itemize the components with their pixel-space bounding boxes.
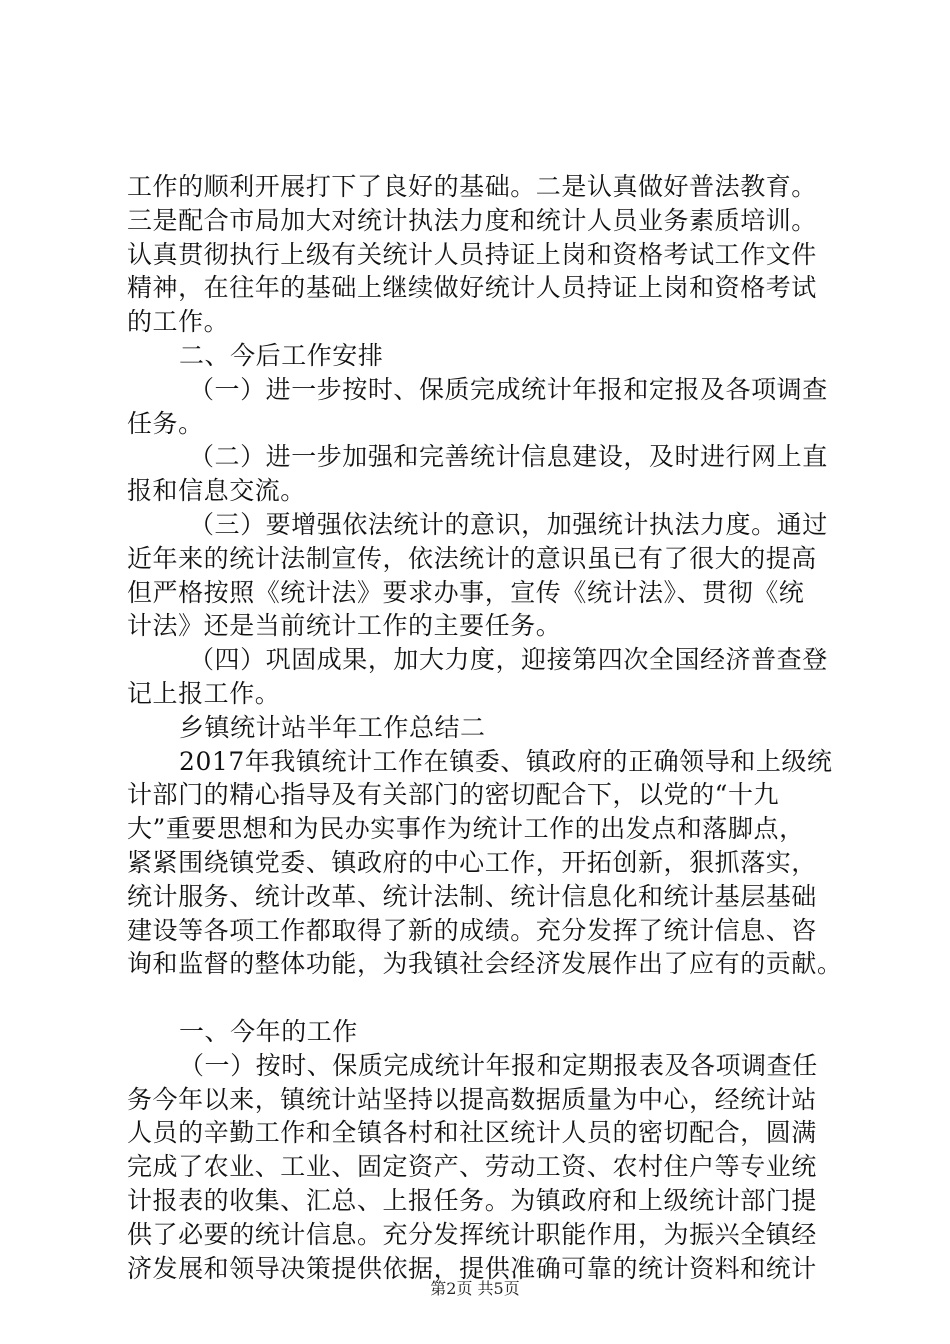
text-line: 报和信息交流。 <box>127 476 306 506</box>
text-line: 任务。 <box>127 408 204 438</box>
text-line: 近年来的统计法制宣传，依法统计的意识虽已有了很大的提高 <box>127 543 817 573</box>
document-subtitle: 乡镇统计站半年工作总结二 <box>179 712 486 742</box>
text-line: 计报表的收集、汇总、上报任务。为镇政府和上级统计部门提 <box>127 1185 817 1215</box>
text-line: 三是配合市局加大对统计执法力度和统计人员业务素质培训。 <box>127 205 817 235</box>
text-line: 精神，在往年的基础上继续做好统计人员持证上岗和资格考试 <box>127 273 817 303</box>
text-line: 2017年我镇统计工作在镇委、镇政府的正确领导和上级统 <box>179 746 833 776</box>
blank-line <box>127 981 857 1015</box>
text-line: 统计服务、统计改革、统计法制、统计信息化和统计基层基础 <box>127 881 817 911</box>
text-line: 计法》还是当前统计工作的主要任务。 <box>127 611 562 641</box>
section-heading: 二、今后工作安排 <box>179 340 384 370</box>
text-line: 记上报工作。 <box>127 678 281 708</box>
text-line: 济发展和领导决策提供依据，提供准确可靠的统计资料和统计 <box>127 1253 817 1283</box>
section-heading: 一、今年的工作 <box>179 1016 358 1046</box>
text-line: （三）要增强依法统计的意识，加强统计执法力度。通过 <box>189 509 828 539</box>
text-line: 紧紧围绕镇党委、镇政府的中心工作，开拓创新，狠抓落实， <box>127 847 817 877</box>
text-line: 完成了农业、工业、固定资产、劳动工资、农村住户等专业统 <box>127 1152 817 1182</box>
text-line: 人员的辛勤工作和全镇各村和社区统计人员的密切配合，圆满 <box>127 1118 817 1148</box>
text-line: 认真贯彻执行上级有关统计人员持证上岗和资格考试工作文件 <box>127 239 817 269</box>
text-line: （二）进一步加强和完善统计信息建设，及时进行网上直 <box>189 442 828 472</box>
text-line: 务今年以来，镇统计站坚持以提高数据质量为中心，经统计站 <box>127 1084 817 1114</box>
text-line: 建设等各项工作都取得了新的成绩。充分发挥了统计信息、咨 <box>127 915 817 945</box>
text-line: 询和监督的整体功能，为我镇社会经济发展作出了应有的贡献。 <box>127 949 843 979</box>
text-line: （一）按时、保质完成统计年报和定期报表及各项调查任 <box>179 1050 818 1080</box>
text-line: 但严格按照《统计法》要求办事，宣传《统计法》、贯彻《统 <box>127 577 805 607</box>
document-body <box>127 170 857 1285</box>
text-line: 的工作。 <box>127 307 230 337</box>
page-number: 第2页 共5页 <box>430 1279 520 1298</box>
text-line: （四）巩固成果，加大力度，迎接第四次全国经济普查登 <box>189 645 828 675</box>
text-line: 供了必要的统计信息。充分发挥统计职能作用，为振兴全镇经 <box>127 1219 817 1249</box>
text-line: 大”重要思想和为民办实事作为统计工作的出发点和落脚点， <box>127 814 805 844</box>
text-line: （一）进一步按时、保质完成统计年报和定报及各项调查 <box>189 374 828 404</box>
text-line: 计部门的精心指导及有关部门的密切配合下，以党的“十九 <box>127 780 780 810</box>
text-line: 工作的顺利开展打下了良好的基础。二是认真做好普法教育。 <box>127 172 817 201</box>
